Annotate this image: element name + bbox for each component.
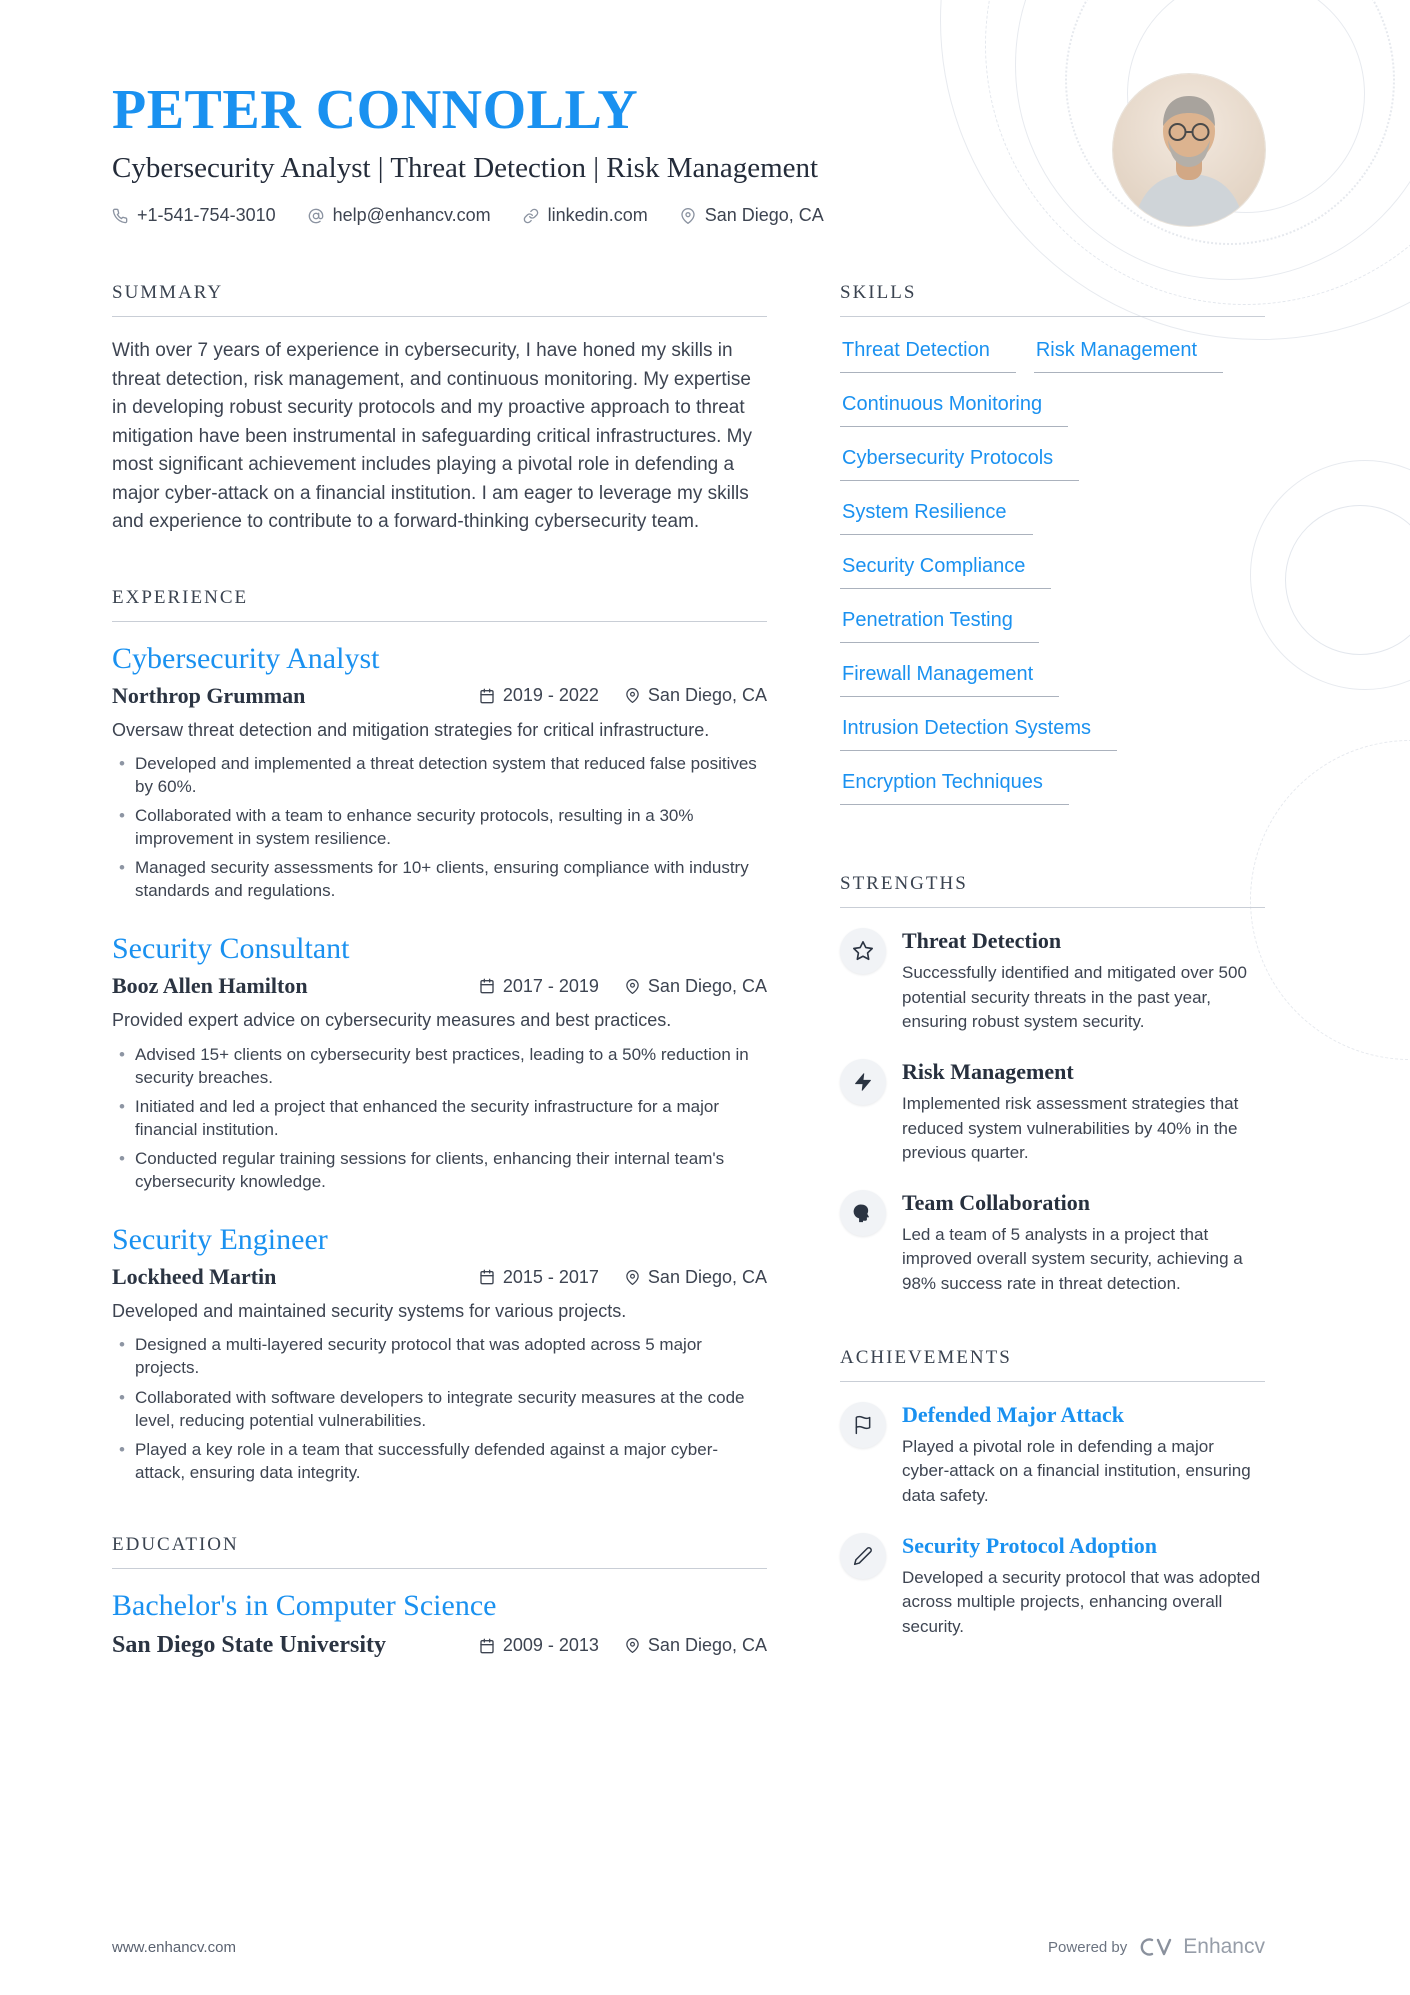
contact-website[interactable] bbox=[523, 205, 648, 226]
strength-title: Threat Detection bbox=[902, 928, 1062, 953]
location-value: San Diego, CA bbox=[647, 1635, 767, 1656]
job-meta-row bbox=[112, 973, 767, 999]
skill-tag: Penetration Testing bbox=[840, 607, 1039, 643]
calendar-icon bbox=[479, 978, 495, 994]
location-pin-icon bbox=[625, 979, 640, 994]
resume-header bbox=[112, 78, 1265, 226]
job-title: Cybersecurity Analyst bbox=[112, 641, 380, 675]
education-heading: EDUCATION bbox=[112, 1534, 767, 1569]
strength-body bbox=[902, 1190, 1265, 1297]
section-summary bbox=[112, 282, 767, 537]
calendar-icon bbox=[479, 688, 495, 704]
dates-value: 2017 - 2019 bbox=[502, 975, 599, 996]
experience-entry bbox=[112, 642, 767, 903]
location-pin-icon bbox=[625, 688, 640, 703]
achievement-body bbox=[902, 1402, 1265, 1509]
strength-text: Successfully identified and mitigated over 500 potential security threats in the past year, ensuring robust system security. bbox=[902, 963, 1247, 1032]
website-value[interactable]: linkedin.com bbox=[547, 205, 648, 225]
bullet-item: • Collaborated with software developers to integrate security measures at the code level, reducing potential vulnerabilities. bbox=[112, 1386, 767, 1432]
star-icon bbox=[840, 928, 886, 974]
avatar bbox=[1113, 74, 1265, 226]
job-title: Security Consultant bbox=[112, 932, 350, 966]
achievement-item bbox=[840, 1402, 1265, 1509]
skill-tag: Security Compliance bbox=[840, 553, 1051, 589]
columns bbox=[112, 282, 1265, 1709]
contact-email[interactable] bbox=[308, 205, 491, 226]
skill-tag: Risk Management bbox=[1034, 337, 1223, 373]
side-column bbox=[840, 282, 1265, 1709]
bullet-item: • Developed and implemented a threat detection system that reduced false positives by 60%. bbox=[112, 752, 767, 798]
main-column bbox=[112, 282, 767, 1709]
experience-heading: EXPERIENCE bbox=[112, 587, 767, 622]
contact-phone bbox=[112, 205, 276, 226]
strength-item bbox=[840, 1059, 1265, 1166]
summary-heading: SUMMARY bbox=[112, 282, 767, 317]
phone-value: +1-541-754-3010 bbox=[137, 205, 276, 225]
company-name: Booz Allen Hamilton bbox=[112, 973, 308, 999]
job-dates bbox=[479, 1267, 599, 1288]
location-value: San Diego, CA bbox=[647, 1266, 767, 1287]
section-achievements bbox=[840, 1347, 1265, 1640]
achievement-text: Developed a security protocol that was adopted across multiple projects, enhancing overall security. bbox=[902, 1567, 1261, 1636]
strengths-heading: STRENGTHS bbox=[840, 873, 1265, 908]
job-dates bbox=[479, 976, 599, 997]
job-meta-row bbox=[112, 683, 767, 709]
section-skills bbox=[840, 282, 1265, 823]
achievement-text: Played a pivotal role in defending a major cyber-attack on a financial institution, ensuring data safety. bbox=[902, 1436, 1251, 1506]
head-icon bbox=[840, 1190, 886, 1236]
contact-row bbox=[112, 205, 1265, 226]
school-name: San Diego State University bbox=[112, 1632, 386, 1659]
skills-heading: SKILLS bbox=[840, 282, 1265, 317]
bullet-item: • Conducted regular training sessions for clients, enhancing their internal team's cybersecurity knowledge. bbox=[112, 1147, 767, 1193]
location-pin-icon bbox=[625, 1270, 640, 1285]
dates-value: 2009 - 2013 bbox=[502, 1635, 599, 1656]
link-icon bbox=[523, 208, 539, 224]
location-value: San Diego, CA bbox=[647, 975, 767, 996]
summary-text: With over 7 years of experience in cybersecurity, I have honed my skills in threat detection, risk management, and continuous monitoring. My expertise in developing robust security protocols and my proactive approach to threat mitigation have been instrumental in safeguarding critical infrastructures. My most significant achievement includes playing a pivotal role in defending a major cyber-attack on a financial institution. I am eager to leverage my skills and experience to contribute to a forward-thinking cybersecurity team. bbox=[112, 340, 752, 532]
pen-icon bbox=[840, 1533, 886, 1579]
degree-title: Bachelor's in Computer Science bbox=[112, 1589, 497, 1623]
calendar-icon bbox=[479, 1638, 495, 1654]
skill-tag: Firewall Management bbox=[840, 661, 1059, 697]
achievement-title: Defended Major Attack bbox=[902, 1401, 1124, 1427]
company-name: Lockheed Martin bbox=[112, 1264, 277, 1290]
job-location bbox=[625, 685, 767, 706]
candidate-name: PETER CONNOLLY bbox=[112, 79, 639, 141]
brand-name: Enhancv bbox=[1183, 1935, 1265, 1958]
achievement-item bbox=[840, 1533, 1265, 1640]
at-sign-icon bbox=[308, 208, 324, 224]
enhancv-logo-icon bbox=[1139, 1936, 1173, 1958]
section-education bbox=[112, 1534, 767, 1659]
skill-tag: Cybersecurity Protocols bbox=[840, 445, 1079, 481]
location-value: San Diego, CA bbox=[647, 685, 767, 705]
location-pin-icon bbox=[680, 208, 696, 224]
education-dates bbox=[479, 1635, 599, 1656]
candidate-headline: Cybersecurity Analyst | Threat Detection | Risk Management bbox=[112, 152, 819, 184]
job-bullets bbox=[112, 752, 767, 903]
calendar-icon bbox=[479, 1269, 495, 1285]
email-value[interactable]: help@enhancv.com bbox=[332, 205, 491, 225]
skill-tag: Intrusion Detection Systems bbox=[840, 715, 1117, 751]
bullet-item: • Managed security assessments for 10+ clients, ensuring compliance with industry standards and regulations. bbox=[112, 856, 767, 902]
education-meta-row bbox=[112, 1632, 767, 1659]
achievement-title: Security Protocol Adoption bbox=[902, 1532, 1158, 1558]
flag-icon bbox=[840, 1402, 886, 1448]
page-footer bbox=[112, 1935, 1265, 1959]
achievements-heading: ACHIEVEMENTS bbox=[840, 1347, 1265, 1382]
skill-tag: Encryption Techniques bbox=[840, 769, 1069, 805]
job-meta-row bbox=[112, 1264, 767, 1290]
location-value: San Diego, CA bbox=[704, 205, 824, 225]
company-name: Northrop Grumman bbox=[112, 682, 306, 708]
job-description: Oversaw threat detection and mitigation strategies for critical infrastructure. bbox=[112, 719, 710, 740]
job-bullets bbox=[112, 1043, 767, 1194]
bullet-item: • Advised 15+ clients on cybersecurity best practices, leading to a 50% reduction in security breaches. bbox=[112, 1043, 767, 1089]
skill-tag: System Resilience bbox=[840, 499, 1033, 535]
dates-value: 2015 - 2017 bbox=[502, 1266, 599, 1287]
education-location bbox=[625, 1635, 767, 1656]
job-title: Security Engineer bbox=[112, 1223, 328, 1257]
powered-by-label: Powered by bbox=[1048, 1938, 1128, 1956]
job-bullets bbox=[112, 1333, 767, 1484]
strength-item bbox=[840, 928, 1265, 1035]
contact-location bbox=[680, 205, 824, 226]
skill-tag: Continuous Monitoring bbox=[840, 391, 1068, 427]
job-location bbox=[625, 1267, 767, 1288]
strength-item bbox=[840, 1190, 1265, 1297]
strength-body bbox=[902, 1059, 1265, 1166]
job-location bbox=[625, 976, 767, 997]
experience-entry bbox=[112, 932, 767, 1193]
achievement-body bbox=[902, 1533, 1265, 1640]
skill-tag: Threat Detection bbox=[840, 337, 1016, 373]
section-experience bbox=[112, 587, 767, 1485]
bullet-item: • Designed a multi-layered security protocol that was adopted across 5 major projects. bbox=[112, 1333, 767, 1379]
dates-value: 2019 - 2022 bbox=[502, 685, 599, 705]
skills-list bbox=[840, 337, 1265, 823]
footer-website-link[interactable]: www.enhancv.com bbox=[112, 1938, 236, 1956]
phone-icon bbox=[112, 208, 128, 224]
strength-body bbox=[902, 928, 1265, 1035]
job-dates bbox=[479, 685, 599, 706]
strength-title: Team Collaboration bbox=[902, 1189, 1091, 1215]
bullet-item: • Initiated and led a project that enhanced the security infrastructure for a major financial institution. bbox=[112, 1095, 767, 1141]
bullet-item: • Collaborated with a team to enhance security protocols, resulting in a 30% improvement in system resilience. bbox=[112, 804, 767, 850]
powered-by-brand[interactable] bbox=[1048, 1935, 1265, 1959]
job-description: Provided expert advice on cybersecurity measures and best practices. bbox=[112, 1010, 672, 1031]
job-description: Developed and maintained security systems for various projects. bbox=[112, 1301, 627, 1322]
location-pin-icon bbox=[625, 1638, 640, 1653]
strength-text: Implemented risk assessment strategies that reduced system vulnerabilities by 40% in the previous quarter. bbox=[902, 1093, 1239, 1163]
bullet-item: • Played a key role in a team that successfully defended against a major cyber-attack, ensuring data integrity. bbox=[112, 1438, 767, 1484]
lightning-icon bbox=[840, 1059, 886, 1105]
experience-entry bbox=[112, 1223, 767, 1484]
profile-photo bbox=[1113, 74, 1265, 226]
section-strengths bbox=[840, 873, 1265, 1297]
strength-text: Led a team of 5 analysts in a project that improved overall system security, achieving a 98% success rate in threat detection. bbox=[902, 1224, 1243, 1294]
strength-title: Risk Management bbox=[902, 1058, 1074, 1084]
